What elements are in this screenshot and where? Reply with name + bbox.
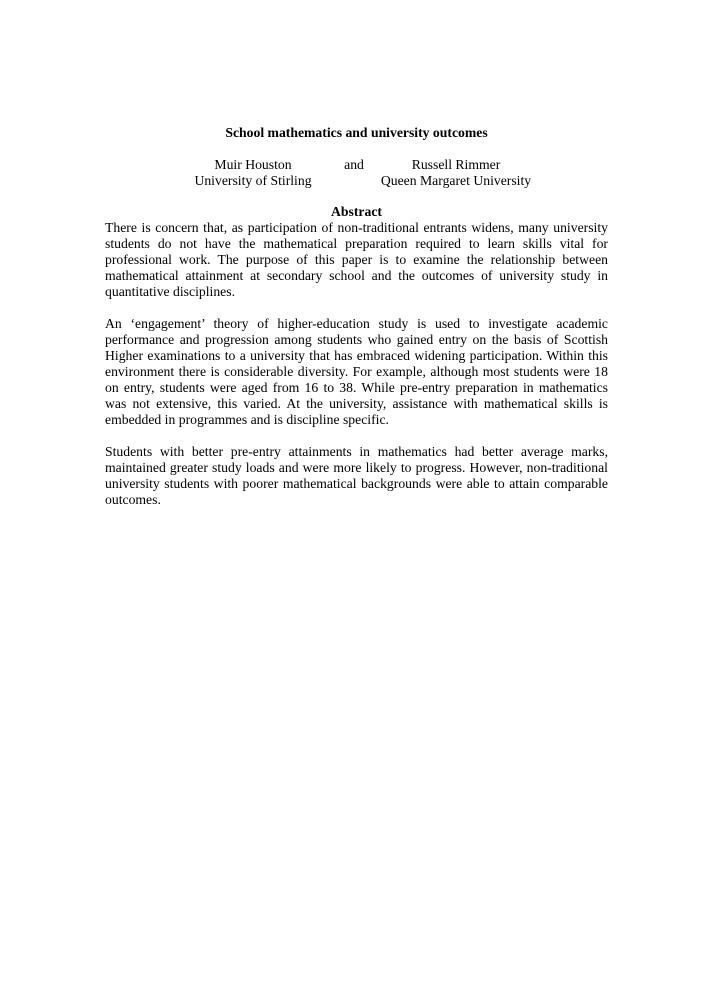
author-affiliation: University of Stirling xyxy=(194,173,312,188)
abstract-paragraph: An ‘engagement’ theory of higher-education study is used to investigate academic performance and progression among students who gained entry on the basis of Scottish Higher examinations to a university that has embraced widening participation. Within this environment there is considerable diversity. For example, although most students were 18 on entry, students were aged from 16 to 38. While pre-entry preparation in mathematics was not extensive, this varied. At the university, assistance with mathematical skills is embedded in programmes and is discipline specific. xyxy=(105,316,608,427)
author-right xyxy=(381,157,531,189)
page-content xyxy=(105,125,608,508)
author-left xyxy=(194,157,311,189)
author-name: Muir Houston xyxy=(214,157,292,172)
author-affiliation: Queen Margaret University xyxy=(380,173,532,188)
author-name: Russell Rimmer xyxy=(411,157,501,172)
page-title: School mathematics and university outcomes xyxy=(225,125,488,140)
authors-connector: and xyxy=(344,157,364,172)
author-block xyxy=(105,157,608,189)
abstract-paragraph: Students with better pre-entry attainments in mathematics had better average marks, maintained greater study loads and were more likely to progress. However, non-traditional university students with poorer mathematical backgrounds were able to attain comparable outcomes. xyxy=(105,444,608,507)
abstract-paragraph: There is concern that, as participation of non-traditional entrants widens, many university students do not have the mathematical preparation required to learn skills vital for professional work. The purpose of this paper is to examine the relationship between mathematical attainment at secondary school and the outcomes of university study in quantitative disciplines. xyxy=(105,220,608,299)
abstract-heading: Abstract xyxy=(331,204,382,219)
